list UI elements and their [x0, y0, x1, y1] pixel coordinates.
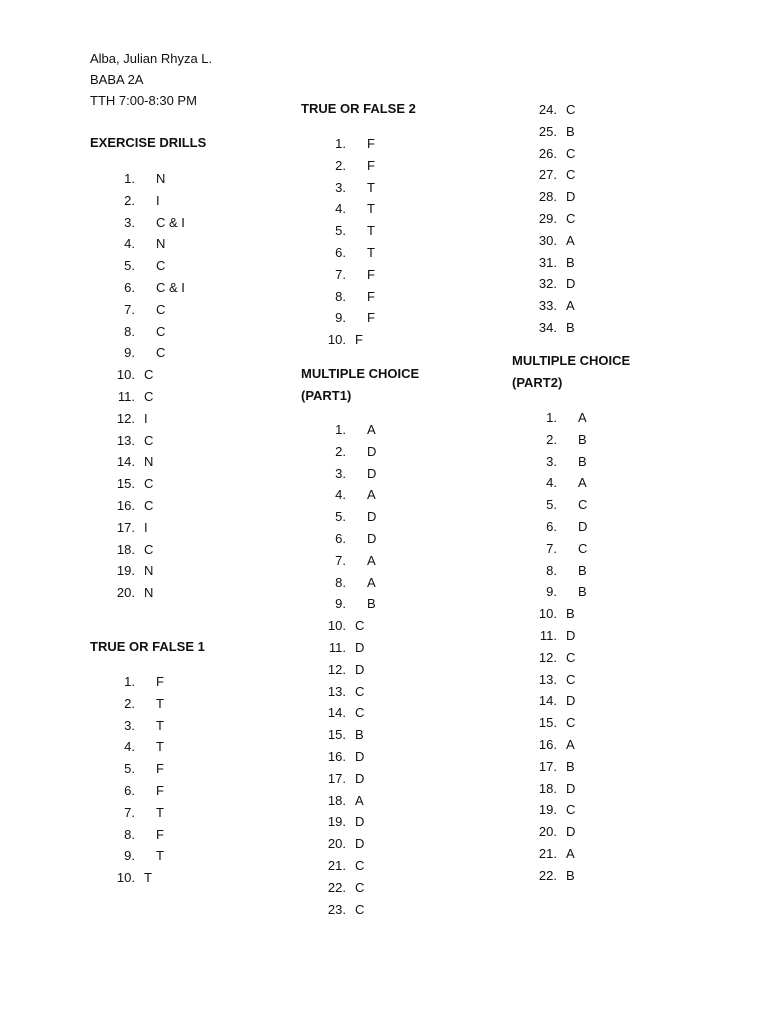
section-title-line2: (PART1) — [301, 387, 352, 403]
answer-value: A — [367, 487, 376, 503]
answer-value: N — [144, 585, 154, 601]
answer-number: 16. — [538, 736, 557, 752]
answer-number: 7. — [335, 266, 346, 282]
answer-value: C — [566, 167, 576, 183]
answer-number: 1. — [546, 410, 557, 425]
answer-value: C — [144, 388, 154, 404]
answer-value: A — [367, 552, 376, 568]
answer-value: A — [566, 232, 575, 248]
answer-number: 31. — [538, 254, 557, 270]
answer-number: 21. — [327, 857, 346, 873]
answer-number: 9. — [546, 584, 557, 600]
answer-value: T — [367, 179, 375, 195]
answer-number: 12. — [116, 410, 135, 426]
answer-number: 8. — [335, 574, 346, 590]
answer-number: 19. — [116, 563, 135, 579]
answer-number: 8. — [124, 323, 135, 339]
answer-number: 12. — [538, 649, 557, 665]
answer-value: C — [578, 497, 588, 513]
answer-number: 7. — [335, 552, 346, 568]
answer-value: C — [566, 210, 576, 226]
answer-value: C — [355, 618, 365, 634]
answer-number: 20. — [116, 585, 135, 601]
answer-number: 20. — [538, 824, 557, 840]
answer-value: C — [355, 901, 365, 917]
answer-number: 9. — [335, 596, 346, 612]
section-title: TRUE OR FALSE 1 — [90, 639, 205, 654]
answer-value: D — [566, 824, 576, 840]
answer-value: A — [578, 475, 587, 491]
answer-value: C — [156, 301, 166, 317]
answer-value: C — [144, 476, 154, 492]
answer-value: C — [144, 432, 154, 448]
answer-value: B — [566, 123, 575, 139]
answer-value: B — [578, 562, 587, 578]
answer-value: T — [156, 804, 164, 820]
answer-value: B — [566, 254, 575, 270]
answer-number: 5. — [335, 223, 346, 239]
answer-value: D — [367, 530, 377, 546]
answer-value: D — [566, 780, 576, 796]
answer-number: 9. — [124, 848, 135, 864]
answer-number: 11. — [117, 388, 135, 404]
answer-value: T — [156, 717, 164, 733]
answer-value: F — [367, 157, 375, 173]
answer-value: C — [144, 541, 154, 557]
multiple-choice-2-section — [512, 350, 630, 394]
answer-value: D — [355, 836, 365, 852]
answer-number: 26. — [538, 145, 557, 161]
answer-number: 33. — [538, 298, 557, 314]
answer-number: 10. — [327, 332, 346, 348]
answer-number: 23. — [327, 901, 346, 917]
answer-number: 6. — [335, 530, 346, 546]
answer-value: B — [355, 727, 364, 743]
answer-number: 3. — [335, 179, 346, 195]
answer-value: C — [566, 802, 576, 818]
answer-value: T — [367, 244, 375, 260]
answer-number: 7. — [124, 301, 135, 317]
answer-number: 8. — [124, 826, 135, 842]
answer-number: 1. — [124, 674, 135, 689]
answer-value: D — [566, 276, 576, 292]
answer-value: D — [367, 509, 377, 525]
answer-value: A — [367, 574, 376, 590]
answer-number: 21. — [538, 845, 557, 861]
answer-value: A — [355, 792, 364, 808]
answer-number: 6. — [124, 782, 135, 798]
answer-value: I — [144, 519, 148, 535]
student-section: BABA 2A — [90, 72, 144, 87]
answer-number: 29. — [538, 210, 557, 226]
answer-value: F — [156, 674, 164, 689]
answer-number: 2. — [335, 443, 346, 459]
answer-number: 28. — [538, 189, 557, 205]
answer-value: T — [156, 739, 164, 755]
answer-value: F — [367, 310, 375, 326]
exercise-drills-section — [90, 132, 206, 154]
answer-value: N — [144, 563, 154, 579]
answer-number: 6. — [335, 244, 346, 260]
answer-number: 3. — [335, 465, 346, 481]
answer-number: 8. — [546, 562, 557, 578]
answer-number: 16. — [116, 497, 135, 513]
answer-value: B — [367, 596, 376, 612]
answer-value: D — [355, 661, 365, 677]
answer-number: 10. — [327, 618, 346, 634]
answer-number: 15. — [116, 476, 135, 492]
answer-value: C — [156, 323, 166, 339]
answer-value: I — [156, 192, 160, 208]
answer-value: N — [156, 236, 166, 252]
answer-value: C — [566, 102, 576, 117]
answer-value: T — [144, 870, 152, 886]
answer-value: B — [578, 431, 587, 447]
answer-number: 10. — [116, 870, 135, 886]
answer-value: D — [355, 770, 365, 786]
answer-number: 2. — [124, 695, 135, 711]
answer-value: B — [578, 584, 587, 600]
answer-number: 17. — [538, 758, 557, 774]
answer-value: C — [566, 715, 576, 731]
answer-value: D — [566, 627, 576, 643]
answer-number: 5. — [335, 509, 346, 525]
answer-value: F — [156, 826, 164, 842]
answer-value: C — [156, 345, 166, 361]
answer-number: 18. — [327, 792, 346, 808]
answer-value: T — [156, 695, 164, 711]
answer-number: 15. — [538, 715, 557, 731]
answer-number: 10. — [538, 606, 557, 622]
answer-value: C — [566, 671, 576, 687]
answer-number: 18. — [116, 541, 135, 557]
answer-number: 17. — [327, 770, 346, 786]
answer-value: F — [355, 332, 363, 348]
answer-value: B — [578, 453, 587, 469]
answer-number: 24. — [538, 102, 557, 117]
answer-number: 18. — [538, 780, 557, 796]
true-false-1-section — [90, 636, 205, 658]
answer-value: D — [367, 465, 377, 481]
answer-number: 22. — [327, 879, 346, 895]
answer-value: C — [355, 857, 365, 873]
answer-number: 17. — [116, 519, 135, 535]
answer-value: C & I — [156, 214, 185, 230]
answer-number: 1. — [124, 171, 135, 186]
multiple-choice-1-section — [301, 363, 419, 407]
answer-number: 19. — [538, 802, 557, 818]
answer-value: A — [566, 736, 575, 752]
answer-value: T — [156, 848, 164, 864]
answer-value: D — [578, 518, 588, 534]
answer-number: 32. — [538, 276, 557, 292]
answer-number: 4. — [335, 487, 346, 503]
answer-value: D — [566, 693, 576, 709]
answer-value: C — [144, 367, 154, 383]
answer-number: 14. — [327, 705, 346, 721]
answer-value: F — [367, 136, 375, 151]
answer-number: 34. — [538, 319, 557, 335]
answer-value: B — [566, 758, 575, 774]
answer-number: 4. — [546, 475, 557, 491]
answer-value: C — [144, 497, 154, 513]
answer-number: 9. — [124, 345, 135, 361]
answer-value: F — [156, 782, 164, 798]
answer-number: 12. — [327, 661, 346, 677]
student-name: Alba, Julian Rhyza L. — [90, 51, 213, 66]
answer-value: N — [156, 171, 166, 186]
answer-value: D — [566, 189, 576, 205]
answer-number: 2. — [546, 431, 557, 447]
answer-value: D — [355, 748, 365, 764]
answer-value: T — [367, 201, 375, 217]
answer-number: 11. — [328, 639, 346, 655]
answer-number: 4. — [124, 236, 135, 252]
answer-number: 2. — [335, 157, 346, 173]
answer-number: 5. — [546, 497, 557, 513]
answer-number: 30. — [538, 232, 557, 248]
answer-value: B — [566, 867, 575, 883]
section-title: TRUE OR FALSE 2 — [301, 101, 416, 116]
answer-number: 1. — [335, 136, 346, 151]
answer-number: 6. — [124, 279, 135, 295]
answer-value: C — [566, 649, 576, 665]
answer-number: 11. — [539, 627, 557, 643]
answer-value: D — [367, 443, 377, 459]
answer-number: 13. — [327, 683, 346, 699]
answer-value: C — [355, 705, 365, 721]
answer-number: 4. — [335, 201, 346, 217]
answer-value: C — [355, 879, 365, 895]
class-schedule: TTH 7:00-8:30 PM — [90, 93, 197, 108]
answer-value: A — [367, 422, 376, 437]
answer-number: 13. — [538, 671, 557, 687]
answer-number: 22. — [538, 867, 557, 883]
answer-value: C — [156, 258, 166, 274]
answer-number: 13. — [116, 432, 135, 448]
answer-number: 15. — [327, 727, 346, 743]
answer-value: A — [566, 845, 575, 861]
section-title-line1: MULTIPLE CHOICE — [512, 353, 631, 368]
answer-number: 6. — [546, 518, 557, 534]
answer-value: T — [367, 223, 375, 239]
answer-number: 7. — [124, 804, 135, 820]
answer-value: C — [566, 145, 576, 161]
answer-number: 9. — [335, 310, 346, 326]
answer-number: 10. — [116, 367, 135, 383]
section-title-line2: (PART2) — [512, 374, 563, 390]
answer-value: C — [355, 683, 365, 699]
true-false-2-section — [301, 98, 416, 120]
answer-number: 3. — [124, 717, 135, 733]
answer-value: N — [144, 454, 154, 470]
answer-value: A — [578, 410, 587, 425]
answer-number: 27. — [538, 167, 557, 183]
answer-number: 1. — [335, 422, 346, 437]
answer-value: D — [355, 639, 365, 655]
answer-number: 3. — [546, 453, 557, 469]
answer-number: 8. — [335, 288, 346, 304]
answer-number: 5. — [124, 761, 135, 777]
student-header — [90, 48, 212, 111]
answer-number: 7. — [546, 540, 557, 556]
answer-value: F — [367, 266, 375, 282]
answer-value: D — [355, 814, 365, 830]
answer-value: B — [566, 319, 575, 335]
answer-value: C — [578, 540, 588, 556]
answer-number: 20. — [327, 836, 346, 852]
answer-number: 3. — [124, 214, 135, 230]
answer-value: F — [156, 761, 164, 777]
answer-value: B — [566, 606, 575, 622]
answer-number: 25. — [538, 123, 557, 139]
section-title-line1: MULTIPLE CHOICE — [301, 366, 420, 381]
answer-value: A — [566, 298, 575, 314]
answer-number: 14. — [538, 693, 557, 709]
answer-number: 14. — [116, 454, 135, 470]
answer-number: 16. — [327, 748, 346, 764]
answer-number: 19. — [327, 814, 346, 830]
section-title: EXERCISE DRILLS — [90, 135, 207, 150]
answer-value: I — [144, 410, 148, 426]
answer-number: 4. — [124, 739, 135, 755]
answer-number: 5. — [124, 258, 135, 274]
answer-value: C & I — [156, 279, 185, 295]
answer-value: F — [367, 288, 375, 304]
answer-number: 2. — [124, 192, 135, 208]
